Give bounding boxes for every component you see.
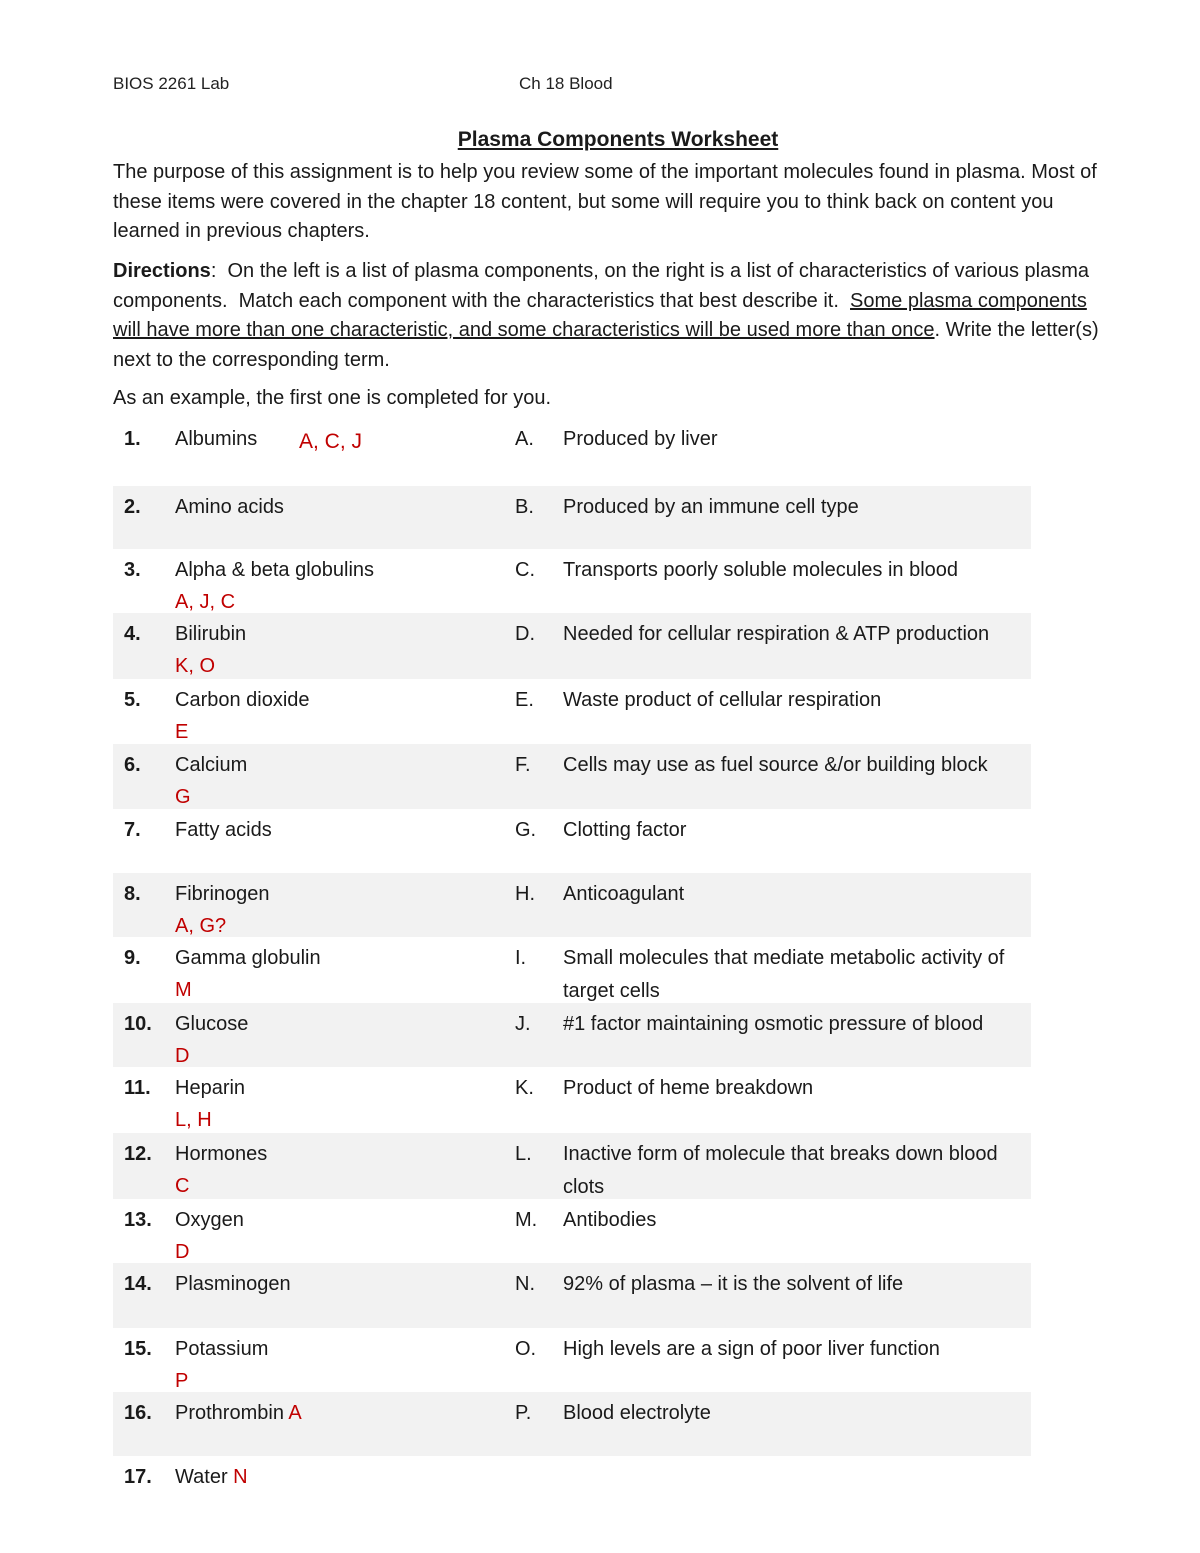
characteristic-text: Cells may use as fuel source &/or building block <box>563 754 988 776</box>
component-term <box>175 491 284 524</box>
component-term <box>175 1072 245 1105</box>
characteristic-text: Blood electrolyte <box>563 1402 711 1424</box>
table-row <box>113 809 1031 873</box>
component-answer: A, J, C <box>175 591 236 613</box>
component-answer: M <box>175 979 192 1001</box>
table-row <box>113 679 1031 744</box>
component-term <box>175 942 321 975</box>
component-term <box>175 878 270 911</box>
component-term <box>175 684 310 717</box>
component-term-label: Hormones <box>175 1143 268 1165</box>
table-row <box>113 1328 1031 1392</box>
characteristic-letter: A. <box>515 428 534 450</box>
table-row <box>113 486 1031 549</box>
characteristic-letter: D. <box>515 623 535 645</box>
component-number: 6. <box>124 754 141 776</box>
component-answer: G <box>175 786 191 808</box>
component-answer: A <box>288 1402 302 1424</box>
characteristic-text: 92% of plasma – it is the solvent of life <box>563 1273 904 1295</box>
component-term <box>175 1333 268 1366</box>
component-number: 5. <box>124 689 141 711</box>
characteristic-letter: P. <box>515 1402 532 1424</box>
directions-label: Directions <box>113 260 211 282</box>
table-row <box>113 937 1031 1003</box>
component-term <box>175 1461 248 1494</box>
characteristic-letter: I. <box>515 947 527 969</box>
characteristic-text: Inactive form of molecule that breaks down blood clots <box>563 1143 998 1198</box>
component-number: 3. <box>124 559 141 581</box>
component-number: 12. <box>124 1143 152 1165</box>
directions-text-1: On the left is a list of plasma components, on the right is a list of characteristics of various plasma components. Match each component with the characteristics that best describe it. <box>113 260 1095 312</box>
component-term-label: Oxygen <box>175 1209 244 1231</box>
characteristic-text: Needed for cellular respiration & ATP production <box>563 623 990 645</box>
characteristic-letter: B. <box>515 496 534 518</box>
component-term <box>175 1138 267 1171</box>
component-term-label: Alpha & beta globulins <box>175 559 375 581</box>
component-term-label: Fibrinogen <box>175 883 270 905</box>
purpose-paragraph: The purpose of this assignment is to help you review some of the important molecules found in plasma. Most of these items were covered in the chapter 18 content, but some will require you to think back on content you learned in previous chapters. <box>113 161 1097 242</box>
characteristic-letter: J. <box>515 1013 531 1035</box>
component-term-label: Water <box>175 1466 228 1488</box>
table-row <box>113 1133 1031 1199</box>
characteristic-letter: C. <box>515 559 535 581</box>
component-term-label: Bilirubin <box>175 623 247 645</box>
component-number: 9. <box>124 947 141 969</box>
component-term-label: Heparin <box>175 1077 246 1099</box>
component-answer: D <box>175 1045 190 1067</box>
characteristic-text: Clotting factor <box>563 819 687 841</box>
component-term-label: Calcium <box>175 754 248 776</box>
component-term <box>175 423 257 456</box>
characteristic-text: Antibodies <box>563 1209 657 1231</box>
table-row <box>113 1199 1031 1263</box>
component-term-label: Plasminogen <box>175 1273 291 1295</box>
component-term <box>175 749 247 782</box>
characteristic-text: #1 factor maintaining osmotic pressure of blood <box>563 1013 984 1035</box>
characteristic-text: High levels are a sign of poor liver function <box>563 1338 940 1360</box>
table-row <box>113 418 1031 486</box>
component-answer: K, O <box>175 655 216 677</box>
directions-underlined: Some plasma components will have more than one characteristic, and some characteristics will be used more than once <box>113 289 1087 341</box>
component-number: 11. <box>124 1077 151 1099</box>
table-row <box>113 549 1031 613</box>
header-chapter: Ch 18 Blood <box>519 74 613 93</box>
component-term-label: Fatty acids <box>175 819 272 841</box>
characteristic-letter: F. <box>515 754 531 776</box>
characteristic-letter: H. <box>515 883 535 905</box>
characteristic-text: Anticoagulant <box>563 883 685 905</box>
component-term <box>175 1008 248 1041</box>
component-answer: N <box>233 1466 248 1488</box>
characteristic-letter: K. <box>515 1077 534 1099</box>
component-number: 7. <box>124 819 141 841</box>
characteristic-text: Product of heme breakdown <box>563 1077 814 1099</box>
component-answer: D <box>175 1241 190 1263</box>
characteristic-text: Waste product of cellular respiration <box>563 689 882 711</box>
component-answer: A, G? <box>175 915 227 937</box>
table-row <box>113 873 1031 937</box>
component-number: 2. <box>124 496 141 518</box>
component-term <box>175 1204 244 1237</box>
component-term-label: Carbon dioxide <box>175 689 310 711</box>
characteristic-text: Produced by liver <box>563 428 718 450</box>
table-row <box>113 1067 1031 1133</box>
matching-table <box>113 418 1031 1496</box>
example-note: As an example, the first one is completed for you. <box>113 387 551 409</box>
table-row <box>113 1392 1031 1456</box>
directions-colon: : <box>210 260 217 282</box>
component-number: 14. <box>124 1273 152 1295</box>
component-term-label: Potassium <box>175 1338 269 1360</box>
page-title: Plasma Components Worksheet <box>457 128 779 151</box>
characteristic-text: Transports poorly soluble molecules in blood <box>563 559 959 581</box>
component-term <box>175 1268 291 1301</box>
table-row <box>113 613 1031 679</box>
component-term-label: Gamma globulin <box>175 947 321 969</box>
characteristic-letter: N. <box>515 1273 535 1295</box>
characteristic-text: Small molecules that mediate metabolic activity of target cells <box>563 947 1005 1002</box>
directions-text-2: . Write the letter(s) next to the corresponding term. <box>113 319 1099 371</box>
characteristic-letter: L. <box>515 1143 532 1165</box>
characteristic-letter: O. <box>515 1338 537 1360</box>
characteristic-letter: E. <box>515 689 534 711</box>
characteristic-text: Produced by an immune cell type <box>563 496 859 518</box>
table-row <box>113 1456 1031 1496</box>
component-answer: A, C, J <box>299 430 363 453</box>
component-number: 4. <box>124 623 141 645</box>
component-term-label: Albumins <box>175 428 258 450</box>
characteristic-letter: M. <box>515 1209 538 1231</box>
table-row <box>113 1263 1031 1328</box>
component-term <box>175 618 246 651</box>
table-row <box>113 744 1031 809</box>
component-term <box>175 1397 302 1430</box>
component-answer: P <box>175 1370 189 1392</box>
component-term-label: Amino acids <box>175 496 284 518</box>
component-number: 13. <box>124 1209 152 1231</box>
component-term-label: Glucose <box>175 1013 249 1035</box>
component-number: 17. <box>124 1466 152 1488</box>
component-number: 1. <box>124 428 141 450</box>
component-answer: L, H <box>175 1109 212 1131</box>
component-number: 15. <box>124 1338 152 1360</box>
component-number: 10. <box>124 1013 152 1035</box>
header-course: BIOS 2261 Lab <box>113 74 230 93</box>
component-term <box>175 814 272 847</box>
component-number: 8. <box>124 883 141 905</box>
component-number: 16. <box>124 1402 152 1424</box>
component-term <box>175 554 374 587</box>
table-row <box>113 1003 1031 1067</box>
directions-paragraph <box>113 257 1113 375</box>
component-term-label: Prothrombin <box>175 1402 284 1424</box>
characteristic-letter: G. <box>515 819 537 841</box>
component-answer: C <box>175 1175 190 1197</box>
component-answer: E <box>175 721 189 743</box>
